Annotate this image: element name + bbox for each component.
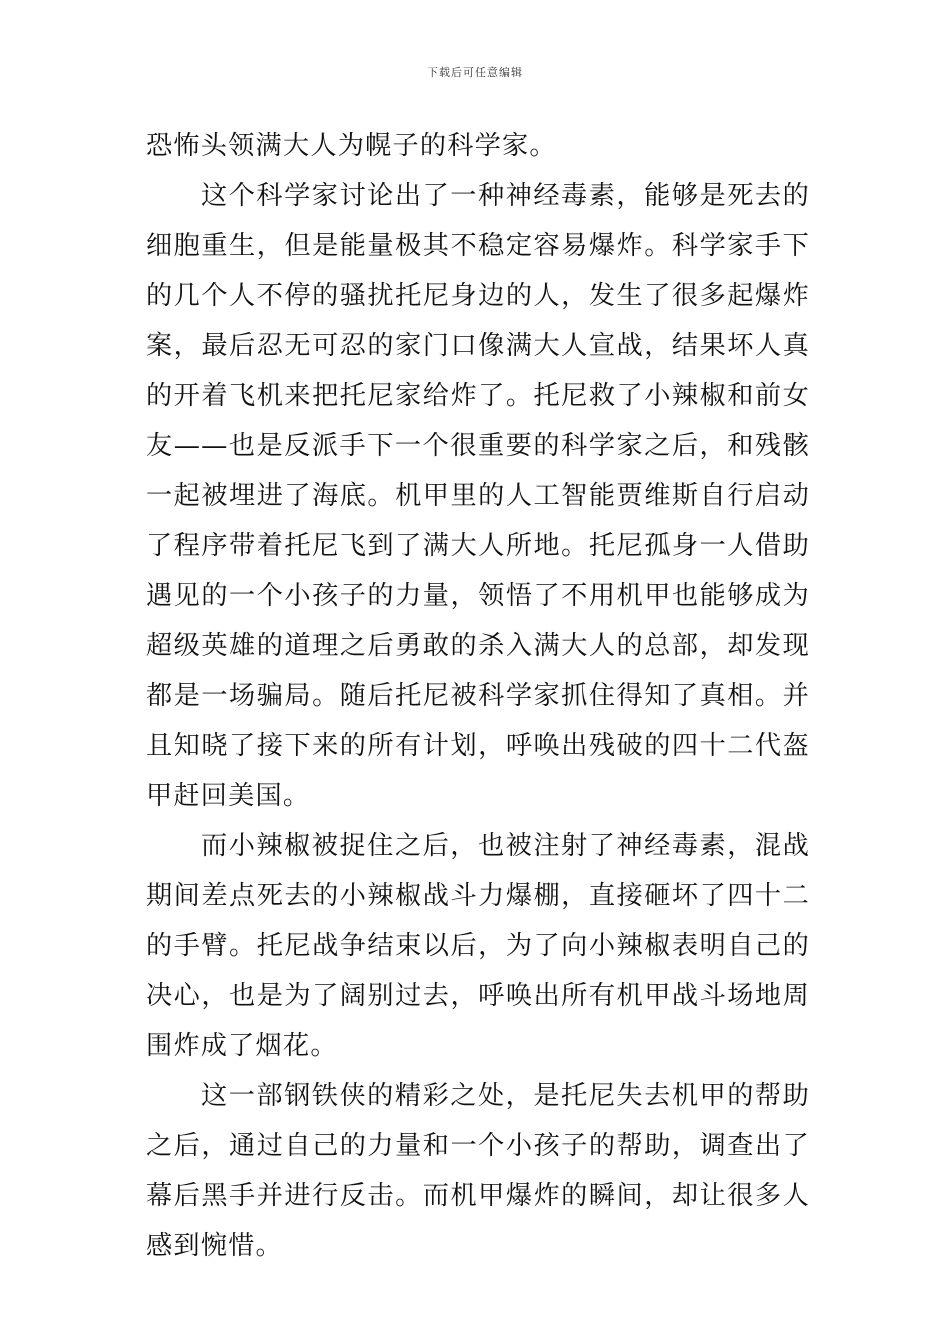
paragraph-plot-summary: 这个科学家讨论出了一种神经毒素，能够是死去的细胞重生，但是能量极其不稳定容易爆炸。科学家手下的几个人不停的骚扰托尼身边的人，发生了很多起爆炸案，最后忍无可忍的家门口像满大人宣战，结果坏人真的开着飞机来把托尼家给炸了。托尼救了小辣椒和前女友——也是反派手下一个很重要的科学家之后，和残骸一起被埋进了海底。机甲里的人工智能贾维斯自行启动了程序带着托尼飞到了满大人所地。托尼孤身一人借助遇见的一个小孩子的力量，领悟了不用机甲也能够成为超级英雄的道理之后勇敢的杀入满大人的总部，却发现都是一场骗局。随后托尼被科学家抓住得知了真相。并且知晓了接下来的所有计划，呼唤出残破的四十二代盔甲赶回美国。 xyxy=(146,181,810,811)
paragraph-pepper-battle: 而小辣椒被捉住之后，也被注射了神经毒素，混战期间差点死去的小辣椒战斗力爆棚，直接砸坏了四十二的手臂。托尼战争结束以后，为了向小辣椒表明自己的决心，也是为了阔别过去，呼唤出所有机甲战斗场地周围炸成了烟花。 xyxy=(146,831,810,1061)
document-body xyxy=(146,121,810,1271)
paragraph-continuation: 恐怖头领满大人为幌子的科学家。 xyxy=(146,131,557,161)
paragraph-highlight: 这一部钢铁侠的精彩之处，是托尼失去机甲的帮助之后，通过自己的力量和一个小孩子的帮助，调查出了幕后黑手并进行反击。而机甲爆炸的瞬间，却让很多人感到惋惜。 xyxy=(146,1081,810,1261)
page-header: 下载后可任意编辑 xyxy=(427,66,523,79)
